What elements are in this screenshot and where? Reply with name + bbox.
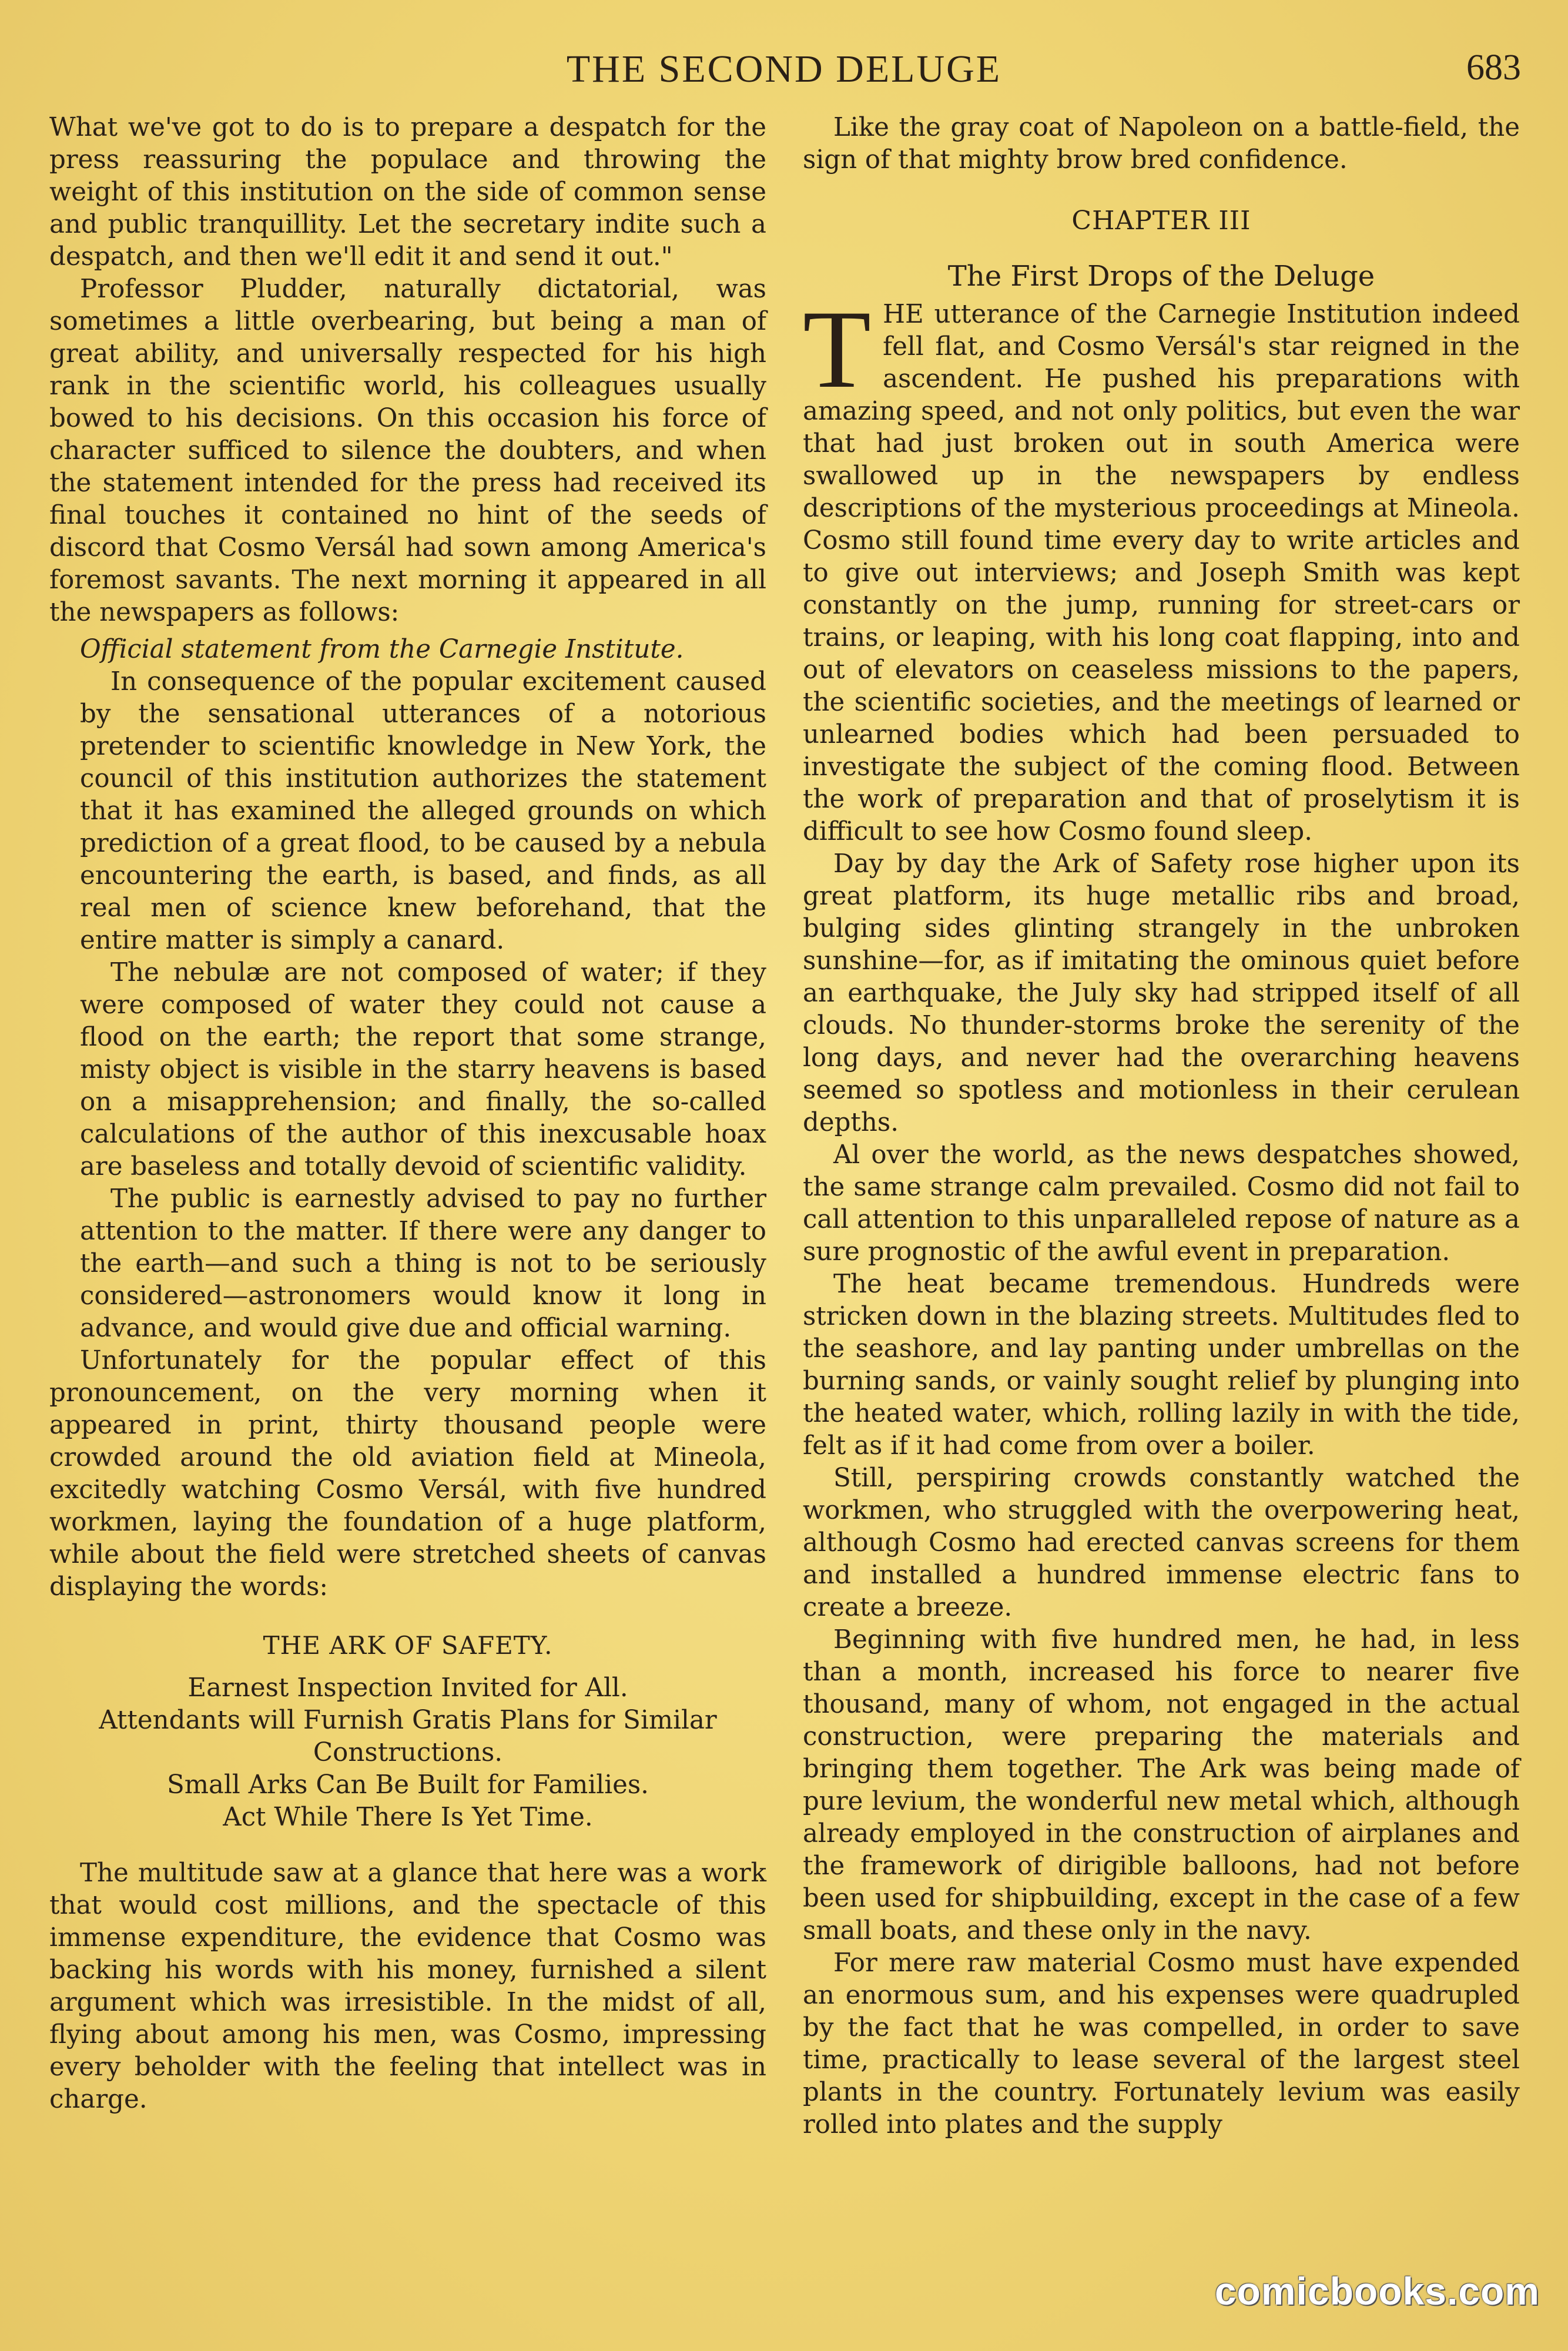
page-number: 683 xyxy=(1466,48,1521,88)
ark-notice-line: Small Arks Can Be Built for Families. xyxy=(166,1770,649,1800)
paragraph: The multitude saw at a glance that here was a work that would cost millions, and the spectacle of this immense expenditure, the evidence that Cosmo was backing his words with his money, furnished a silent argument which was irresistible. In the midst of all, flying about among his men, was Cosmo, impressing every beholder with the feeling that intellect was in charge. xyxy=(49,1858,766,2114)
ark-notice-line: Earnest Inspection Invited for All. xyxy=(187,1673,628,1703)
statement-heading: Official statement from the Carnegie Institute. xyxy=(80,635,684,664)
opening-paragraph xyxy=(803,288,1520,848)
paragraph: Al over the world, as the news despatches showed, the same strange calm prevailed. Cosmo did not fail to call attention to this unparalleled repose of nature as a sure prognostic of the awful event in preparation. xyxy=(803,1140,1520,1267)
paragraph: Beginning with five hundred men, he had, in less than a month, increased his force to nearer five thousand, many of whom, not engaged in the actual construction, were preparing the materials and bringing them together. The Ark was being made of pure levium, the wonderful new metal which, although already employed in the construction of airplanes and the framework of dirigible balloons, had not before been used for shipbuilding, except in the case of a few small boats, and these only in the navy. xyxy=(803,1625,1520,1945)
ark-notice-title: THE ARK OF SAFETY. xyxy=(263,1631,553,1660)
paragraph: Like the gray coat of Napoleon on a battle-field, the sign of that mighty brow bred confidence. xyxy=(803,113,1520,175)
chapter-heading: CHAPTER III xyxy=(1071,206,1251,236)
statement-paragraph: The public is earnestly advised to pay no further attention to the matter. If there were any danger to the earth—and such a thing is not to be seriously considered—astronomers would know it long in advance, and would give due and official warning. xyxy=(80,1184,766,1343)
paragraph: What we've got to do is to prepare a despatch for the press reassuring the populace and throwing the weight of this institution on the side of common sense and public tranquillity. Let the secretary indite such a despatch, and then we'll edit it and send it out." xyxy=(49,113,766,272)
paragraph: Still, perspiring crowds constantly watched the workmen, who struggled with the overpowering heat, although Cosmo had erected canvas screens for them and installed a hundred immense electric fans to create a breeze. xyxy=(803,1463,1520,1622)
watermark-logo: comicbooks.com xyxy=(1214,2269,1540,2313)
paragraph: Unfortunately for the popular effect of this pronouncement, on the very morning when it appeared in print, thirty thousand people were crowded around the old aviation field at Mineola, excitedly watching Cosmo Versál, with five hundred workmen, laying the foundation of a huge platform, while about the field were stretched sheets of canvas displaying the words: xyxy=(49,1346,766,1602)
statement-paragraph: The nebulæ are not composed of water; if they were composed of water they could not cause a flood on the earth; the report that some strange, misty object is visible in the starry heavens is based on a misapprehension; and finally, the so-called calculations of the author of this inexcusable hoax are baseless and totally devoid of scientific validity. xyxy=(80,958,766,1181)
running-title: THE SECOND DELUGE xyxy=(566,48,1002,91)
official-statement xyxy=(80,634,766,1345)
statement-paragraph: In consequence of the popular excitement caused by the sensational utterances of a notorious pretender to scientific knowledge in New York, the council of this institution authorizes the statement that it has examined the alleged grounds on which prediction of a great flood, to be caused by a nebula encountering the earth, is based, and finds, as all real men of science knew beforehand, that the entire matter is simply a canard. xyxy=(80,667,766,955)
chapter-title: The First Drops of the Deluge xyxy=(947,260,1375,293)
paragraph: Professor Pludder, naturally dictatorial, was sometimes a little overbearing, but being a man of great ability, and universally respected for his high rank in the scientific world, his colleagues usually bowed to his decisions. On this occasion his force of character sufficed to silence the doubters, and when the statement intended for the press had received its final touches it contained no hint of the seeds of discord that Cosmo Versál had sown among America's foremost savants. The next morning it appeared in all the newspapers as follows: xyxy=(49,274,766,627)
paragraph: Day by day the Ark of Safety rose higher upon its great platform, its huge metallic ribs and broad, bulging sides glinting strangely in the unbroken sunshine—for, as if imitating the ominous quiet before an earthquake, the July sky had stripped itself of all clouds. No thunder-storms broke the serenity of the long days, and never had the overarching heavens seemed so spotless and motionless in their cerulean depths. xyxy=(803,849,1520,1137)
page-header xyxy=(0,47,1568,106)
drop-cap: T xyxy=(803,288,872,411)
ark-notice-line: Attendants will Furnish Gratis Plans for Similar Constructions. xyxy=(99,1706,717,1767)
ark-notice-line: Act While There Is Yet Time. xyxy=(223,1803,593,1832)
right-column xyxy=(803,112,1520,2141)
paragraph: The heat became tremendous. Hundreds were stricken down in the blazing streets. Multitudes fled to the seashore, and lay panting under umbrellas on the burning sands, or vainly sought relief by plunging into the heated water, which, rolling lazily in with the tide, felt as if it had come from over a boiler. xyxy=(803,1270,1520,1461)
paragraph: For mere raw material Cosmo must have expended an enormous sum, and his expenses were quadrupled by the fact that he was compelled, in order to save time, practically to lease several of the largest steel plants in the country. Fortunately levium was easily rolled into plates and the supply xyxy=(803,1948,1520,2139)
ark-notice xyxy=(49,1629,766,1834)
opening-text: HE utterance of the Carnegie Institution indeed fell flat, and Cosmo Versál's star reigned in the ascendent. He pushed his preparations with amazing speed, and not only politics, but even the war that had just broken out in south America were swallowed up in the newspapers by endless descriptions of the mysterious proceedings at Mineola. Cosmo still found time every day to write articles and to give out interviews; and Joseph Smith was kept constantly on the jump, running for street-cars or trains, or leaping, with his long coat flapping, into and out of elevators on ceaseless missions to the papers, the scientific societies, and the meetings of learned or unlearned bodies which had been persuaded to investigate the subject of the coming flood. Between the work of preparation and that of proselytism it is difficult to see how Cosmo found sleep. xyxy=(803,300,1520,846)
left-column xyxy=(49,112,766,2116)
